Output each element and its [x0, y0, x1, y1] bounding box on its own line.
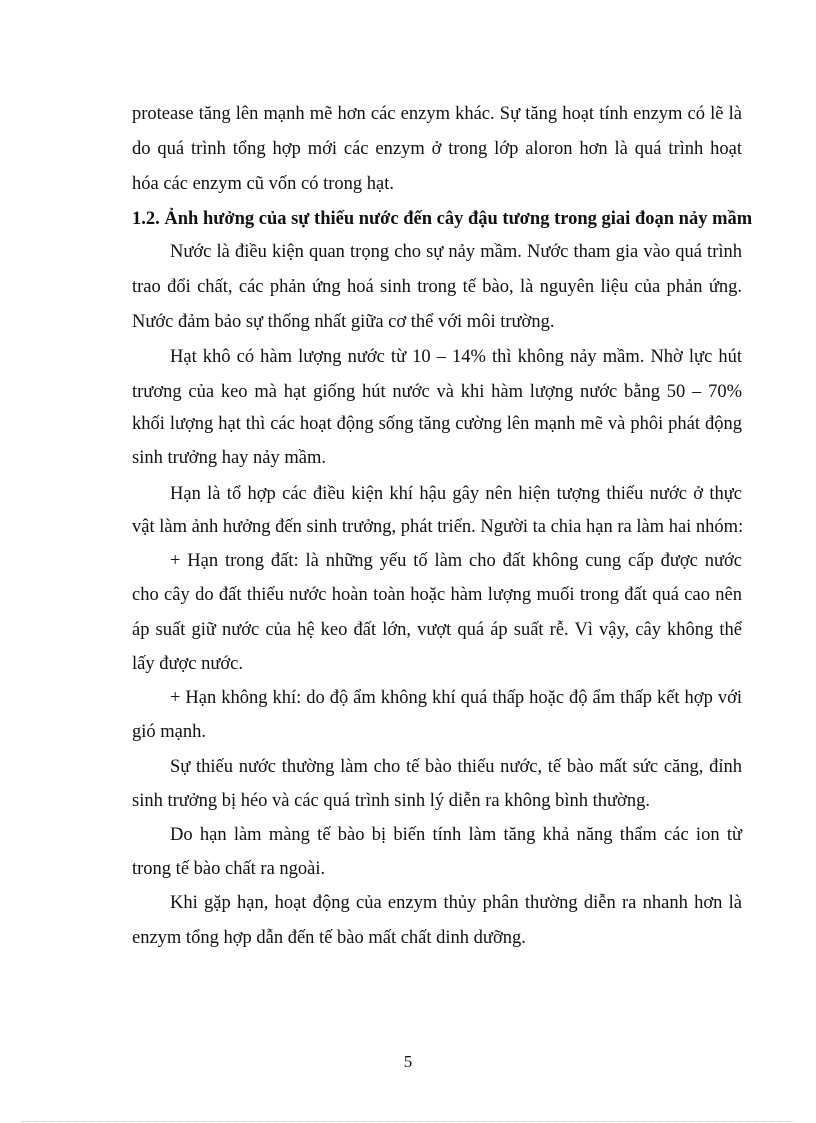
- text-line: + Hạn trong đất: là những yếu tố làm cho đất không cung cấp được nước: [170, 551, 742, 571]
- text-line: khối lượng hạt thì các hoạt động sống tăng cường lên mạnh mẽ và phôi phát động: [132, 414, 742, 434]
- text-line: gió mạnh.: [132, 722, 206, 742]
- text-line: vật làm ảnh hưởng đến sinh trưởng, phát triển. Người ta chia hạn ra làm hai nhóm:: [132, 517, 744, 537]
- text-line: Hạt khô có hàm lượng nước từ 10 – 14% thì không nảy mầm. Nhờ lực hút: [170, 347, 742, 367]
- text-line: do quá trình tổng hợp mới các enzym ở trong lớp aloron hơn là quá trình hoạt: [132, 139, 742, 159]
- text-line: trao đổi chất, các phản ứng hoá sinh trong tế bào, là nguyên liệu của phản ứng.: [132, 277, 742, 297]
- text-line: Hạn là tổ hợp các điều kiện khí hậu gây nên hiện tượng thiếu nước ở thực: [170, 484, 742, 504]
- text-line: Khi gặp hạn, hoạt động của enzym thủy phân thường diễn ra nhanh hơn là: [170, 893, 742, 913]
- text-line: sinh trưởng bị héo và các quá trình sinh lý diễn ra không bình thường.: [132, 791, 650, 811]
- text-line: hóa các enzym cũ vốn có trong hạt.: [132, 174, 394, 194]
- text-line: + Hạn không khí: do độ ẩm không khí quá thấp hoặc độ ẩm thấp kết hợp với: [170, 688, 742, 708]
- text-line: Do hạn làm màng tế bào bị biến tính làm tăng khả năng thẩm các ion từ: [170, 825, 742, 845]
- text-line: cho cây do đất thiếu nước hoàn toàn hoặc hàm lượng muối trong đất quá cao nên: [132, 585, 742, 605]
- text-line: trong tế bào chất ra ngoài.: [132, 859, 326, 879]
- text-line: Nước là điều kiện quan trọng cho sự nảy mầm. Nước tham gia vào quá trình: [170, 242, 742, 262]
- text-line: sinh trưởng hay nảy mầm.: [132, 448, 326, 468]
- text-line: Sự thiếu nước thường làm cho tế bào thiếu nước, tế bào mất sức căng, đỉnh: [170, 757, 742, 777]
- page-divider: [22, 1121, 794, 1122]
- text-line: lấy được nước.: [132, 654, 244, 674]
- text-line: áp suất giữ nước của hệ keo đất lớn, vượt quá áp suất rễ. Vì vậy, cây không thể: [132, 620, 742, 640]
- section-heading: 1.2. Ảnh hưởng của sự thiếu nước đến cây đậu tương trong giai đoạn nảy mầm: [132, 209, 753, 229]
- text-line: trương của keo mà hạt giống hút nước và khi hàm lượng nước bằng 50 – 70%: [132, 382, 742, 402]
- text-line: enzym tổng hợp dẫn đến tế bào mất chất dinh dưỡng.: [132, 928, 526, 948]
- text-line: Nước đảm bảo sự thống nhất giữa cơ thể với môi trường.: [132, 312, 555, 332]
- text-line: protease tăng lên mạnh mẽ hơn các enzym khác. Sự tăng hoạt tính enzym có lẽ là: [132, 104, 742, 124]
- page-number: 5: [403, 1052, 413, 1071]
